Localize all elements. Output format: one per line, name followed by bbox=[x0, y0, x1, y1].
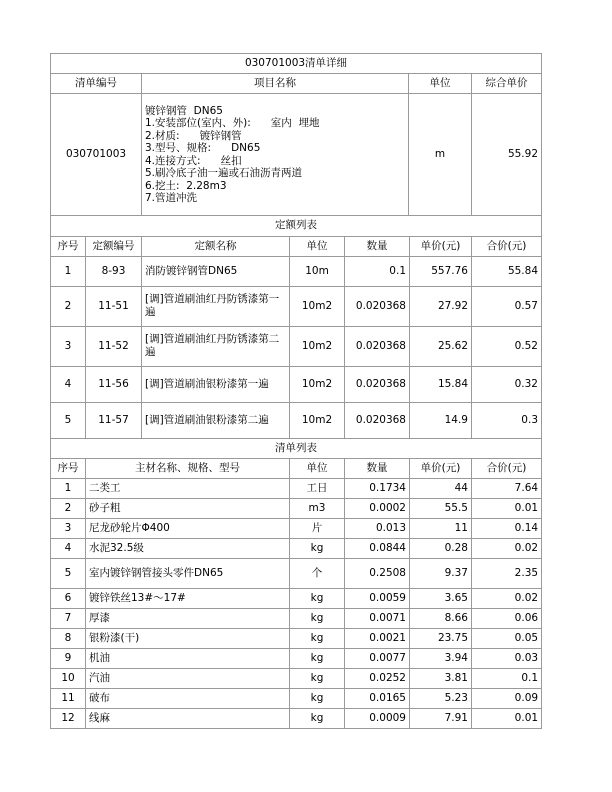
table-row bbox=[51, 479, 542, 499]
mat-col-no: 序号 bbox=[51, 459, 86, 479]
quota-code: 11-52 bbox=[86, 326, 142, 366]
mat-price: 5.23 bbox=[410, 689, 472, 709]
quota-no: 5 bbox=[51, 402, 86, 438]
table-row bbox=[51, 649, 542, 669]
mat-name: 室内镀锌钢管接头零件DN65 bbox=[86, 559, 290, 589]
mat-total: 0.01 bbox=[472, 709, 542, 729]
quota-qty: 0.1 bbox=[345, 256, 410, 286]
table-row bbox=[51, 499, 542, 519]
table-row bbox=[51, 559, 542, 589]
mat-unit: kg bbox=[290, 689, 345, 709]
item-unit: m bbox=[409, 94, 472, 216]
mat-unit: kg bbox=[290, 669, 345, 689]
mat-qty: 0.0059 bbox=[345, 589, 410, 609]
quota-code: 11-51 bbox=[86, 286, 142, 326]
quota-price: 25.62 bbox=[410, 326, 472, 366]
mat-col-total: 合价(元) bbox=[472, 459, 542, 479]
mat-total: 0.1 bbox=[472, 669, 542, 689]
quota-price: 557.76 bbox=[410, 256, 472, 286]
mat-price: 3.65 bbox=[410, 589, 472, 609]
mat-name: 银粉漆(干) bbox=[86, 629, 290, 649]
mat-unit: m3 bbox=[290, 499, 345, 519]
quota-qty: 0.020368 bbox=[345, 326, 410, 366]
quota-total: 0.3 bbox=[472, 402, 542, 438]
mat-name: 厚漆 bbox=[86, 609, 290, 629]
mat-col-unit: 单位 bbox=[290, 459, 345, 479]
quota-name: 消防镀锌钢管DN65 bbox=[142, 256, 290, 286]
quota-col-no: 序号 bbox=[51, 236, 86, 256]
table-row bbox=[51, 326, 542, 366]
quota-unit: 10m2 bbox=[290, 326, 345, 366]
mat-qty: 0.0252 bbox=[345, 669, 410, 689]
mat-no: 10 bbox=[51, 669, 86, 689]
mat-total: 0.14 bbox=[472, 519, 542, 539]
mat-price: 23.75 bbox=[410, 629, 472, 649]
mat-qty: 0.0009 bbox=[345, 709, 410, 729]
table-row bbox=[51, 589, 542, 609]
table-row bbox=[51, 402, 542, 438]
mat-no: 1 bbox=[51, 479, 86, 499]
mat-name: 破布 bbox=[86, 689, 290, 709]
mat-total: 2.35 bbox=[472, 559, 542, 589]
mat-no: 9 bbox=[51, 649, 86, 669]
price-header: 综合单价 bbox=[472, 74, 542, 94]
mat-total: 0.02 bbox=[472, 589, 542, 609]
table-row bbox=[51, 519, 542, 539]
mat-price: 3.94 bbox=[410, 649, 472, 669]
mat-no: 3 bbox=[51, 519, 86, 539]
mat-unit: 工日 bbox=[290, 479, 345, 499]
mat-col-name: 主材名称、规格、型号 bbox=[86, 459, 290, 479]
quota-unit: 10m2 bbox=[290, 366, 345, 402]
mat-name: 二类工 bbox=[86, 479, 290, 499]
mat-no: 5 bbox=[51, 559, 86, 589]
quota-qty: 0.020368 bbox=[345, 402, 410, 438]
quota-name: [调]管道刷油银粉漆第一遍 bbox=[142, 366, 290, 402]
mat-qty: 0.1734 bbox=[345, 479, 410, 499]
quota-header-row bbox=[51, 236, 542, 256]
mat-total: 0.01 bbox=[472, 499, 542, 519]
quota-code: 11-56 bbox=[86, 366, 142, 402]
quota-qty: 0.020368 bbox=[345, 366, 410, 402]
mat-no: 12 bbox=[51, 709, 86, 729]
mat-no: 6 bbox=[51, 589, 86, 609]
mat-price: 3.81 bbox=[410, 669, 472, 689]
mat-qty: 0.0165 bbox=[345, 689, 410, 709]
table-row bbox=[51, 629, 542, 649]
table-row bbox=[51, 669, 542, 689]
mat-price: 44 bbox=[410, 479, 472, 499]
quota-unit: 10m bbox=[290, 256, 345, 286]
mat-col-price: 单价(元) bbox=[410, 459, 472, 479]
mat-price: 55.5 bbox=[410, 499, 472, 519]
quota-unit: 10m2 bbox=[290, 286, 345, 326]
mat-no: 11 bbox=[51, 689, 86, 709]
mat-qty: 0.2508 bbox=[345, 559, 410, 589]
mat-name: 镀锌铁丝13#～17# bbox=[86, 589, 290, 609]
mat-total: 7.64 bbox=[472, 479, 542, 499]
mat-qty: 0.0021 bbox=[345, 629, 410, 649]
quota-col-code: 定额编号 bbox=[86, 236, 142, 256]
mat-name: 线麻 bbox=[86, 709, 290, 729]
mat-name: 水泥32.5级 bbox=[86, 539, 290, 559]
quota-col-total: 合价(元) bbox=[472, 236, 542, 256]
quota-total: 55.84 bbox=[472, 256, 542, 286]
mat-price: 9.37 bbox=[410, 559, 472, 589]
materials-section-title: 清单列表 bbox=[51, 439, 542, 459]
mat-qty: 0.0077 bbox=[345, 649, 410, 669]
mat-name: 砂子粗 bbox=[86, 499, 290, 519]
name-header: 项目名称 bbox=[142, 74, 409, 94]
quota-no: 2 bbox=[51, 286, 86, 326]
quota-no: 3 bbox=[51, 326, 86, 366]
mat-unit: 片 bbox=[290, 519, 345, 539]
item-code: 030701003 bbox=[51, 94, 142, 216]
quota-table bbox=[50, 216, 542, 439]
table-row bbox=[51, 366, 542, 402]
item-price: 55.92 bbox=[472, 94, 542, 216]
mat-no: 2 bbox=[51, 499, 86, 519]
table-row bbox=[51, 286, 542, 326]
mat-no: 8 bbox=[51, 629, 86, 649]
mat-total: 0.09 bbox=[472, 689, 542, 709]
mat-total: 0.02 bbox=[472, 539, 542, 559]
materials-table bbox=[50, 439, 542, 730]
mat-name: 尼龙砂轮片Φ400 bbox=[86, 519, 290, 539]
mat-price: 0.28 bbox=[410, 539, 472, 559]
mat-no: 7 bbox=[51, 609, 86, 629]
mat-total: 0.06 bbox=[472, 609, 542, 629]
quota-col-price: 单价(元) bbox=[410, 236, 472, 256]
quota-total: 0.32 bbox=[472, 366, 542, 402]
quota-price: 27.92 bbox=[410, 286, 472, 326]
mat-qty: 0.0071 bbox=[345, 609, 410, 629]
table-row bbox=[51, 609, 542, 629]
mat-total: 0.05 bbox=[472, 629, 542, 649]
mat-price: 7.91 bbox=[410, 709, 472, 729]
quota-name: [调]管道刷油银粉漆第二遍 bbox=[142, 402, 290, 438]
item-description: 镀锌钢管 DN65 1.安装部位(室内、外): 室内 埋地 2.材质: 镀锌钢管 3.型号、规格: DN65 4.连接方式: 丝扣 5.刷冷底子油一遍或石油沥青两道 6.挖土: 2.28m3 7.管道冲洗 bbox=[142, 94, 409, 216]
mat-unit: kg bbox=[290, 539, 345, 559]
quota-total: 0.52 bbox=[472, 326, 542, 366]
mat-qty: 0.013 bbox=[345, 519, 410, 539]
quota-col-qty: 数量 bbox=[345, 236, 410, 256]
item-table bbox=[50, 53, 542, 216]
materials-header-row bbox=[51, 459, 542, 479]
mat-unit: 个 bbox=[290, 559, 345, 589]
mat-qty: 0.0002 bbox=[345, 499, 410, 519]
page-title: 030701003清单详细 bbox=[51, 54, 542, 74]
quota-section-title: 定额列表 bbox=[51, 216, 542, 236]
quota-name: [调]管道刷油红丹防锈漆第一遍 bbox=[142, 286, 290, 326]
table-row bbox=[51, 689, 542, 709]
quota-no: 4 bbox=[51, 366, 86, 402]
mat-unit: kg bbox=[290, 649, 345, 669]
quota-code: 8-93 bbox=[86, 256, 142, 286]
mat-no: 4 bbox=[51, 539, 86, 559]
mat-name: 机油 bbox=[86, 649, 290, 669]
mat-unit: kg bbox=[290, 629, 345, 649]
quota-name: [调]管道刷油红丹防锈漆第二遍 bbox=[142, 326, 290, 366]
quota-unit: 10m2 bbox=[290, 402, 345, 438]
quota-price: 14.9 bbox=[410, 402, 472, 438]
mat-unit: kg bbox=[290, 589, 345, 609]
mat-col-qty: 数量 bbox=[345, 459, 410, 479]
quota-code: 11-57 bbox=[86, 402, 142, 438]
quota-col-unit: 单位 bbox=[290, 236, 345, 256]
table-row bbox=[51, 539, 542, 559]
unit-header: 单位 bbox=[409, 74, 472, 94]
table-row bbox=[51, 709, 542, 729]
quota-qty: 0.020368 bbox=[345, 286, 410, 326]
mat-total: 0.03 bbox=[472, 649, 542, 669]
table-row bbox=[51, 256, 542, 286]
mat-price: 8.66 bbox=[410, 609, 472, 629]
code-header: 清单编号 bbox=[51, 74, 142, 94]
quota-total: 0.57 bbox=[472, 286, 542, 326]
quota-col-name: 定额名称 bbox=[142, 236, 290, 256]
mat-price: 11 bbox=[410, 519, 472, 539]
quota-price: 15.84 bbox=[410, 366, 472, 402]
mat-qty: 0.0844 bbox=[345, 539, 410, 559]
mat-unit: kg bbox=[290, 709, 345, 729]
quota-no: 1 bbox=[51, 256, 86, 286]
bill-detail-sheet bbox=[50, 53, 541, 729]
mat-name: 汽油 bbox=[86, 669, 290, 689]
mat-unit: kg bbox=[290, 609, 345, 629]
